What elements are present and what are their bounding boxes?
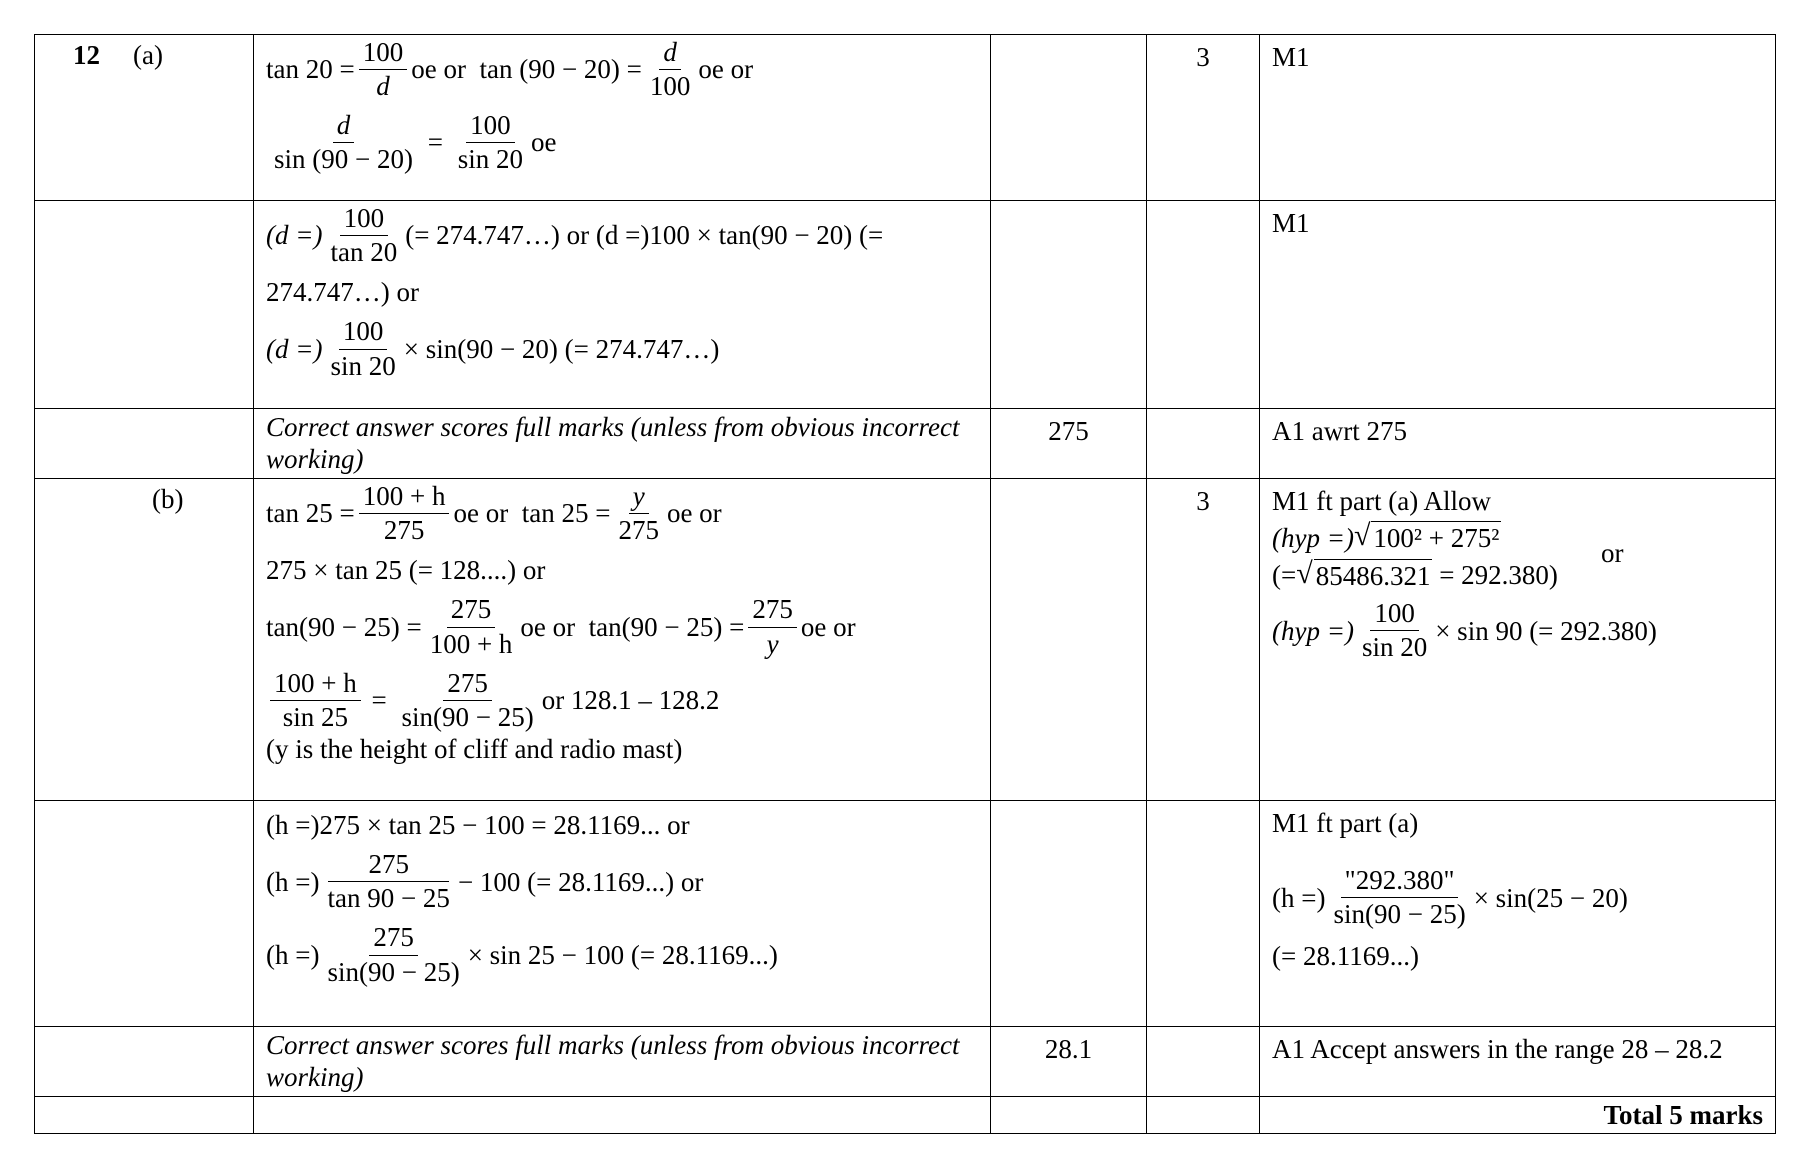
note-text: (hyp =)	[1272, 522, 1354, 553]
denominator: sin 20	[330, 350, 396, 381]
math-text: 275 × tan 25 (= 128....) or	[266, 555, 546, 586]
working-line	[266, 849, 980, 914]
numerator: "292.380"	[1341, 865, 1459, 898]
working-cell: Correct answer scores full marks (unless from obvious incorrect working)	[254, 409, 991, 479]
table-row	[35, 479, 1776, 801]
math-text: oe or	[666, 498, 722, 529]
working-line	[266, 316, 980, 381]
working-line	[266, 922, 980, 987]
math-text: =	[339, 54, 355, 85]
math-text: oe or	[800, 611, 856, 642]
numerator: 275	[447, 594, 496, 627]
mark-cell	[1147, 201, 1260, 409]
fraction	[1358, 598, 1431, 663]
notes-cell: A1 Accept answers in the range 28 – 28.2	[1260, 1027, 1776, 1097]
answer-cell	[991, 479, 1147, 801]
numerator: d	[659, 37, 681, 70]
math-text: tan 25	[266, 498, 333, 529]
fraction	[323, 922, 463, 987]
note-text: M1 ft part (a) Allow	[1272, 486, 1491, 516]
fraction	[426, 594, 517, 659]
denominator: tan 20	[330, 237, 398, 268]
working-cell	[254, 801, 991, 1027]
table-row	[35, 1097, 1776, 1134]
numerator: 100	[359, 37, 408, 70]
note-text: M1 ft part (a)	[1272, 808, 1419, 838]
working-cell	[254, 35, 991, 201]
mark-cell	[1147, 1097, 1260, 1134]
math-text: oe or	[453, 498, 509, 529]
table-row	[35, 201, 1776, 409]
note-line	[1272, 940, 1763, 972]
question-cell	[35, 479, 254, 801]
numerator: 275	[328, 849, 449, 882]
fraction	[454, 110, 527, 175]
denominator: 275	[383, 515, 425, 546]
note-line	[1272, 865, 1763, 930]
numerator: 100	[1370, 598, 1419, 631]
question-cell	[35, 409, 254, 479]
denominator: d	[376, 71, 390, 102]
denominator: sin 25	[282, 701, 348, 732]
table-row	[35, 35, 1776, 201]
denominator: 275	[618, 515, 659, 546]
square-root: √ 85486.321	[1296, 556, 1431, 591]
math-text: oe or	[698, 54, 754, 85]
math-text: (h =)	[266, 866, 320, 897]
notes-cell: A1 awrt 275	[1260, 409, 1776, 479]
answer-cell	[991, 201, 1147, 409]
fraction	[1329, 865, 1469, 930]
numerator: d	[333, 110, 355, 143]
denominator: sin 20	[1361, 632, 1428, 663]
math-text: tan(90 − 25)	[266, 611, 400, 642]
numerator: 100	[339, 316, 388, 349]
denominator: sin 20	[457, 144, 523, 175]
answer-cell	[991, 1097, 1147, 1134]
denominator: tan 90 − 25	[327, 883, 450, 914]
math-text: tan(90 − 25)	[588, 611, 723, 642]
question-cell	[35, 1027, 254, 1097]
numerator: 275	[748, 594, 797, 627]
note-text: (=	[1272, 560, 1297, 591]
mark-cell	[1147, 801, 1260, 1027]
mark-cell: 3	[1147, 479, 1260, 801]
denominator: y	[766, 628, 779, 659]
notes-cell	[1260, 479, 1776, 801]
working-line: tan(90 − 25) = $\frac{275}{100 + h}$ oe or tan(90 − 25) = $\frac{275}{y}$ oe or	[266, 594, 856, 659]
working-cell	[254, 479, 991, 801]
question-number: 12	[73, 40, 100, 70]
fraction	[326, 316, 399, 381]
math-text: tan 20	[266, 54, 333, 85]
mark-cell: 3	[1147, 35, 1260, 201]
math-text: oe or	[520, 611, 576, 642]
fraction	[359, 481, 450, 546]
fraction	[326, 203, 401, 268]
math-text: × sin(90 − 20) (= 274.747…)	[403, 333, 720, 364]
note-line	[1272, 598, 1763, 663]
note-line	[1272, 556, 1763, 592]
fraction	[270, 110, 417, 175]
numerator: 275	[443, 668, 492, 701]
denominator: 100	[649, 71, 691, 102]
fraction	[614, 481, 663, 546]
numerator: 100 + h	[359, 481, 450, 514]
working-line	[266, 554, 980, 586]
math-text: (d =)	[266, 333, 323, 364]
radicand: 100² + 275²	[1373, 523, 1500, 554]
math-text: tan (90 − 20)	[479, 54, 620, 85]
working-cell: Correct answer scores full marks (unless from obvious incorrect working)	[254, 1027, 991, 1097]
question-cell	[35, 35, 254, 201]
note-text: × sin(25 − 20)	[1473, 882, 1628, 913]
mark-scheme-table	[34, 34, 1776, 1134]
total-marks: Total 5 marks	[1260, 1097, 1776, 1134]
math-text: 274.747…) or	[266, 277, 419, 308]
question-cell	[35, 201, 254, 409]
note-line	[1272, 807, 1763, 839]
math-text: (y is the height of cliff and radio mast)	[266, 733, 683, 764]
note-text: or	[1601, 538, 1624, 568]
math-text: oe or	[411, 54, 466, 85]
math-text: oe	[530, 127, 557, 158]
mark-cell	[1147, 1027, 1260, 1097]
mark-cell	[1147, 409, 1260, 479]
math-text: (d =)100 × tan(90 − 20) (=	[595, 220, 884, 251]
notes-cell: M1	[1260, 201, 1776, 409]
math-text: (h =)275 × tan 25 − 100 = 28.1169... or	[266, 810, 690, 840]
working-line: tan 20 = $\frac{100}{d}$ oe or tan (90 − 20) = $\frac{d}{100}$ oe or	[266, 37, 754, 102]
square-root: √ 100² + 275²	[1353, 519, 1500, 554]
working-cell	[254, 1097, 991, 1134]
denominator: sin (90 − 20)	[274, 144, 413, 175]
denominator: sin(90 − 25)	[327, 956, 460, 987]
math-text: (= 274.747…) or	[405, 220, 590, 251]
note-text: (= 28.1169...)	[1272, 941, 1419, 972]
denominator: 100 + h	[429, 628, 513, 659]
working-line	[266, 276, 980, 308]
answer-cell	[991, 35, 1147, 201]
working-line	[266, 203, 980, 268]
notes-cell: M1	[1260, 35, 1776, 201]
fraction	[646, 37, 695, 102]
answer-cell: 275	[991, 409, 1147, 479]
math-text: tan 25	[521, 498, 589, 529]
working-line: $\frac{d}{\sin (90 - 20)}$ = $\frac{100}{\sin 20}$ oe	[266, 110, 980, 175]
math-text: =	[339, 498, 355, 529]
math-text: or 128.1 – 128.2	[541, 684, 720, 715]
math-text: (h =)	[266, 939, 320, 970]
part-label: (a)	[133, 40, 163, 70]
note-text: = 292.380)	[1439, 560, 1558, 591]
math-text: × sin 25 − 100 (= 28.1169...)	[467, 939, 778, 970]
fraction	[397, 668, 537, 733]
numerator: y	[629, 481, 649, 514]
note-text: × sin 90 (= 292.380)	[1435, 615, 1657, 646]
working-line	[266, 733, 980, 765]
numerator: 275	[369, 922, 418, 955]
working-line: $\frac{100 + h}{\sin 25}$ = $\frac{275}{\sin(90 - 25)}$ or 128.1 – 128.2	[266, 668, 980, 733]
note-text: (hyp =)	[1272, 615, 1354, 646]
fraction	[270, 668, 361, 733]
math-text: − 100 (= 28.1169...) or	[457, 866, 704, 897]
numerator: 100 + h	[270, 668, 361, 701]
fraction	[748, 594, 797, 659]
question-cell	[35, 1097, 254, 1134]
denominator: sin(90 − 25)	[1333, 899, 1466, 930]
math-text: (d =)	[266, 220, 323, 251]
numerator: 100	[340, 203, 389, 236]
notes-cell	[1260, 801, 1776, 1027]
denominator: sin(90 − 25)	[401, 701, 534, 732]
numerator: 100	[466, 110, 515, 143]
working-cell	[254, 201, 991, 409]
answer-cell: 28.1	[991, 1027, 1147, 1097]
note-line	[1272, 485, 1763, 517]
radicand: 85486.321	[1315, 560, 1431, 591]
question-cell	[35, 801, 254, 1027]
note-text: (h =)	[1272, 882, 1326, 913]
working-line: tan 25 = $\frac{100 + h}{275}$ oe or tan 25 = $\frac{y}{275}$ oe or	[266, 481, 722, 546]
table-row	[35, 1027, 1776, 1097]
note-line	[1272, 521, 1763, 554]
table-row	[35, 409, 1776, 479]
working-line	[266, 809, 980, 841]
fraction	[323, 849, 453, 914]
part-label: (b)	[152, 484, 184, 514]
fraction	[359, 37, 408, 102]
table-row	[35, 801, 1776, 1027]
answer-cell	[991, 801, 1147, 1027]
